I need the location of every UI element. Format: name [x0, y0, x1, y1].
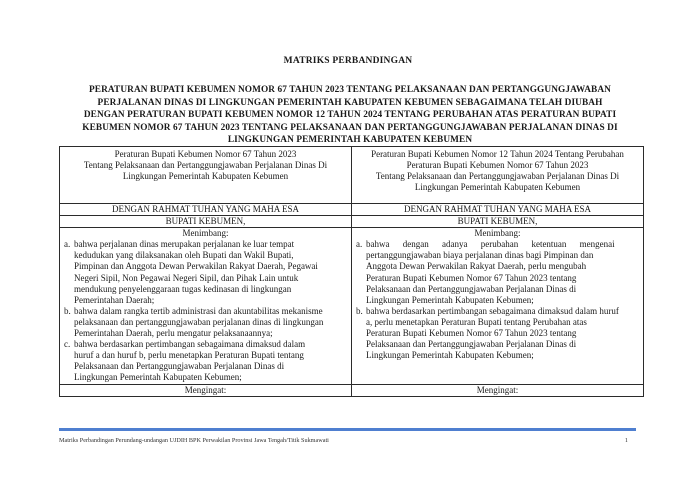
- left-mengingat: Mengingat:: [60, 384, 352, 396]
- item-line: Peraturan Bupati Kebumen Nomor 67 Tahun 2023 tentang: [366, 272, 577, 283]
- menimbang-label: Menimbang:: [182, 228, 229, 239]
- regulation-header-row: [60, 147, 644, 204]
- right-menimbang: [352, 228, 644, 384]
- right-authority: BUPATI KEBUMEN,: [352, 216, 644, 228]
- menimbang-row: [60, 228, 644, 384]
- item-line: pelaksanaan dan pertanggungjawaban perjalanan dinas di lingkungan: [74, 316, 324, 327]
- menimbang-label: Menimbang:: [474, 228, 521, 239]
- header-line: Lingkungan Pemerintah Kabupaten Kebumen: [414, 182, 581, 193]
- right-regulation-header: [352, 147, 644, 204]
- authority-row: [60, 216, 644, 228]
- item-line: bahwa berdasarkan pertimbangan sebagaimana dimaksud dalam: [74, 339, 306, 350]
- item-line: Lingkungan Pemerintah Kabupaten Kebumen;: [74, 372, 242, 383]
- footer-rule: [59, 428, 636, 431]
- item-line: kedudukan yang dilaksanakan oleh Bupati dan Wakil Bupati,: [74, 250, 294, 261]
- header-line: Tentang Pelaksanaan dan Pertanggungjawaban Perjalanan Dinas Di: [83, 160, 328, 171]
- item-line: Peraturan Bupati Kebumen Nomor 67 Tahun 2023 tentang: [366, 328, 577, 339]
- item-line: Pelaksanaan dan Pertanggungjawaban Perjalanan Dinas di: [366, 283, 577, 294]
- left-menimbang: [60, 228, 352, 384]
- item-line: Pelaksanaan dan Pertanggungjawaban Perjalanan Dinas di: [366, 339, 577, 350]
- heading-line: PERATURAN BUPATI KEBUMEN NOMOR 67 TAHUN 2023 TENTANG PELAKSANAAN DAN PERTANGGUNGJAWABAN: [89, 85, 611, 95]
- header-line: Peraturan Bupati Kebumen Nomor 67 Tahun 2023: [406, 160, 589, 171]
- heading-line: LINGKUNGAN PEMERINTAH KABUPATEN KEBUMEN: [227, 135, 473, 146]
- left-authority: BUPATI KEBUMEN,: [60, 216, 352, 228]
- header-line: Peraturan Bupati Kebumen Nomor 12 Tahun 2024 Tentang Perubahan: [371, 149, 624, 159]
- page-footer: [59, 437, 636, 444]
- item-line: Pemerintahan Daerah, perlu mengatur pelaksanaannya;: [74, 328, 273, 339]
- item-line: Pemerintahan Daerah;: [74, 294, 155, 305]
- consideration-item: [356, 239, 639, 306]
- item-line: bahwa berdasarkan pertimbangan sebagaimana dimaksud dalam huruf: [366, 305, 619, 316]
- item-line: pertanggungjawaban biaya perjalanan dinas bagi Pimpinan dan: [366, 250, 594, 261]
- item-marker: a.: [356, 239, 363, 250]
- header-line: Tentang Pelaksanaan dan Pertanggungjawaban Perjalanan Dinas Di: [375, 171, 620, 182]
- heading-line: PERJALANAN DINAS DI LINGKUNGAN PEMERINTAH KABUPATEN KEBUMEN SEBAGAIMANA TELAH DIUBAH: [97, 97, 603, 108]
- item-line: bahwa perjalanan dinas merupakan perjalanan ke luar tempat: [74, 239, 295, 250]
- consideration-item: [64, 339, 347, 383]
- item-line: Lingkungan Pemerintah Kabupaten Kebumen;: [366, 294, 534, 305]
- mengingat-row: [60, 384, 644, 396]
- item-line: Pelaksanaan dan Pertanggungjawaban Perjalanan Dinas di: [74, 361, 285, 372]
- left-invocation: DENGAN RAHMAT TUHAN YANG MAHA ESA: [60, 204, 352, 216]
- item-line: Pimpinan dan Anggota Dewan Perwakilan Rakyat Daerah, Pegawai: [74, 261, 318, 272]
- item-line: huruf a dan huruf b, perlu menetapkan Peraturan Bupati tentang: [74, 350, 304, 361]
- item-marker: b.: [356, 305, 363, 316]
- left-regulation-header: [60, 147, 352, 204]
- right-mengingat: Mengingat:: [352, 384, 644, 396]
- item-line: Negeri Sipil, Non Pegawai Negeri Sipil, dan Pihak Lain untuk: [74, 272, 299, 283]
- item-line: bahwa dengan adanya perubahan ketentuan mengenai: [366, 239, 615, 250]
- item-marker: a.: [64, 239, 71, 250]
- item-marker: c.: [64, 339, 71, 350]
- invocation-row: [60, 204, 644, 216]
- header-line: Peraturan Bupati Kebumen Nomor 67 Tahun 2023: [114, 149, 297, 159]
- item-line: Lingkungan Pemerintah Kabupaten Kebumen;: [366, 350, 534, 361]
- document-heading: [58, 84, 642, 147]
- consideration-item: [64, 239, 347, 306]
- footer-text: Matriks Perbandingan Perundang-undangan UJDIH BPK Perwakilan Provinsi Jawa Tengah/Titik Sukmawati: [59, 437, 329, 444]
- right-invocation: DENGAN RAHMAT TUHAN YANG MAHA ESA: [352, 204, 644, 216]
- consideration-item: [64, 306, 347, 339]
- heading-line: DENGAN PERATURAN BUPATI KEBUMEN NOMOR 12 TAHUN 2024 TENTANG PERUBAHAN ATAS PERATURAN BUPATI: [83, 110, 617, 121]
- header-line: Lingkungan Pemerintah Kabupaten Kebumen: [122, 171, 289, 182]
- comparison-matrix: [59, 146, 644, 397]
- item-line: mendukung penyelenggaraan tugas kedinasan di lingkungan: [74, 283, 292, 294]
- item-marker: b.: [64, 305, 71, 316]
- item-line: bahwa dalam rangka tertib administrasi dan akuntabilitas mekanisme: [74, 305, 323, 316]
- page-number: 1: [624, 437, 628, 444]
- item-line: Anggota Dewan Perwakilan Rakyat Daerah, perlu mengubah: [366, 261, 587, 272]
- heading-line: KEBUMEN NOMOR 67 TAHUN 2023 TENTANG PELAKSANAAN DAN PERTANGGUNGJAWABAN PERJALANAN DINAS DI: [82, 122, 618, 133]
- page-title: MATRIKS PERBANDINGAN: [283, 56, 413, 66]
- item-line: a, perlu menetapkan Peraturan Bupati tentang Perubahan atas: [366, 316, 587, 327]
- consideration-item: [356, 306, 639, 361]
